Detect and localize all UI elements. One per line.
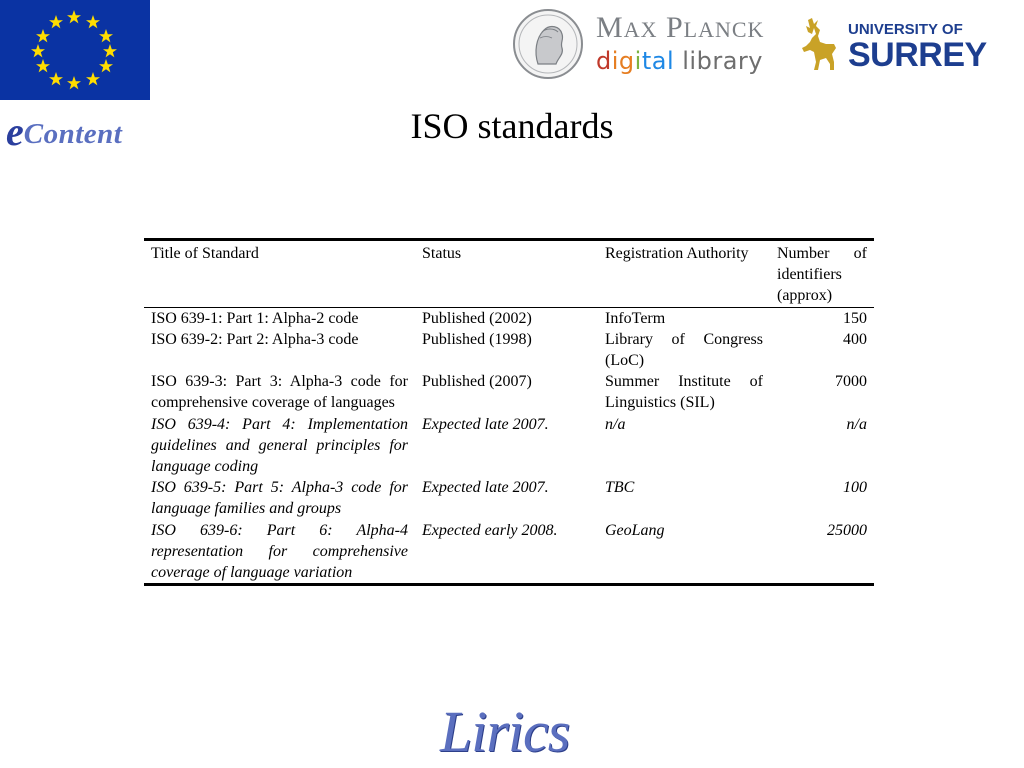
table-row	[144, 307, 874, 329]
header-status: Status	[415, 240, 598, 308]
lirics-logo: Lirics	[440, 699, 570, 764]
cell-status: Published (1998)	[422, 330, 532, 348]
surrey-stag-icon	[796, 16, 840, 72]
cell-title: ISO 639-3: Part 3: Alpha-3 code for comprehensive coverage of languages	[151, 373, 408, 412]
econtent-logo-e: e	[6, 109, 24, 154]
cell-title: ISO 639-5: Part 5: Alpha-3 code for language families and groups	[151, 479, 408, 518]
header-title-of-standard: Title of Standard	[144, 240, 415, 308]
cell-number: 7000	[835, 373, 867, 391]
cell-authority: TBC	[605, 479, 635, 497]
star-icon	[36, 59, 50, 72]
header-registration-authority: Registration Authority	[598, 240, 770, 308]
star-icon	[67, 10, 81, 23]
star-icon	[49, 15, 63, 28]
table-row	[144, 520, 874, 585]
table-row	[144, 414, 874, 478]
cell-authority: GeoLang	[598, 520, 770, 585]
header-number-of-identifiers: Number of identifiers (approx)	[770, 240, 874, 308]
star-icon	[86, 15, 100, 28]
table-header-row	[144, 240, 874, 308]
cell-number: 25000	[770, 520, 874, 585]
cell-status: Expected late 2007.	[422, 479, 549, 497]
cell-authority: Library of Congress (LoC)	[605, 330, 763, 370]
surrey-logo-name: SURREY	[848, 36, 987, 74]
surrey-logo-top: UNIVERSITY OF	[848, 21, 963, 38]
cell-title: ISO 639-6: Part 6: Alpha-4 representation for comprehensive coverage of language variation	[144, 520, 415, 585]
star-icon	[49, 72, 63, 85]
digital-library-text: digital library	[596, 47, 763, 75]
cell-authority: InfoTerm	[605, 309, 666, 327]
star-icon	[36, 29, 50, 42]
star-icon	[31, 44, 45, 57]
university-of-surrey-logo	[848, 22, 998, 72]
star-icon	[67, 76, 81, 89]
cell-title: ISO 639-2: Part 2: Alpha-3 code	[151, 330, 359, 348]
cell-authority: Summer Institute of Linguistics (SIL)	[605, 373, 763, 412]
eu-flag-logo	[0, 0, 150, 100]
page-title: ISO standards	[410, 106, 614, 146]
star-icon	[86, 72, 100, 85]
cell-number: n/a	[846, 415, 867, 433]
cell-title: ISO 639-1: Part 1: Alpha-2 code	[151, 309, 359, 327]
eu-stars	[0, 0, 150, 100]
cell-title: ISO 639-4: Part 4: Implementation guidelines and general principles for language coding	[151, 415, 408, 476]
econtent-logo-text: Content	[23, 118, 123, 150]
cell-status: Published (2002)	[422, 309, 532, 327]
star-icon	[99, 29, 113, 42]
iso-standards-table	[144, 238, 874, 586]
cell-status: Published (2007)	[422, 373, 532, 391]
max-planck-logo	[596, 12, 776, 78]
max-planck-name: MAX PLANCK	[596, 11, 765, 44]
star-icon	[103, 44, 117, 57]
cell-number: 100	[843, 479, 867, 497]
table-row	[144, 371, 874, 413]
cell-number: 150	[843, 309, 867, 327]
cell-status: Expected early 2008.	[415, 520, 598, 585]
max-planck-seal-icon	[512, 8, 584, 80]
table-row	[144, 477, 874, 519]
cell-authority: n/a	[605, 415, 626, 433]
star-icon	[99, 59, 113, 72]
table-row	[144, 329, 874, 371]
cell-number: 400	[843, 330, 867, 348]
cell-status: Expected late 2007.	[422, 415, 549, 433]
